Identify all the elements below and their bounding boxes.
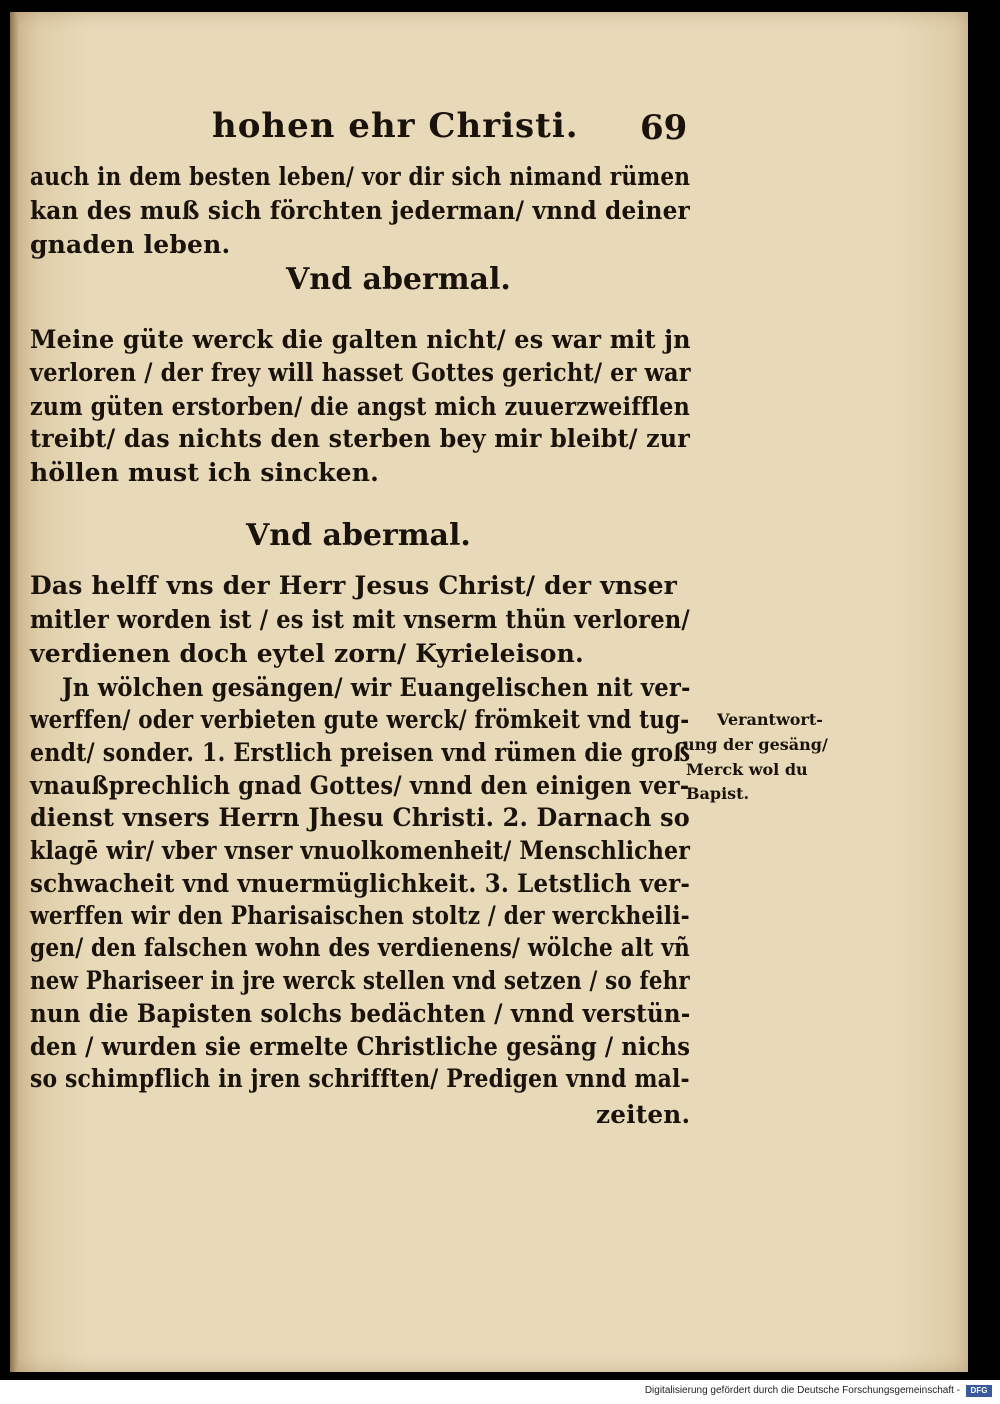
- text-line: gnaden leben.: [30, 230, 231, 259]
- text-line: werffen/ oder verbieten gute werck/ frömkeit vnd tug-: [30, 705, 690, 734]
- page-edge: [10, 12, 18, 1372]
- margin-note-line: Verantwort-: [717, 710, 823, 729]
- text-line: verloren / der frey will hasset Gottes gericht/ er war: [30, 358, 691, 387]
- text-line: den / wurden sie ermelte Christliche gesäng / nichs: [30, 1032, 691, 1061]
- text-line: kan des muß sich förchten jederman/ vnnd deiner: [30, 196, 690, 225]
- footer-credit: Digitalisierung gefördert durch die Deutsche Forschungsgemeinschaft -: [644, 1385, 960, 1396]
- running-head: hohen ehr Christi.: [212, 106, 579, 146]
- section-heading: Vnd abermal.: [286, 262, 511, 297]
- text-line: gen/ den falschen wohn des verdienens/ wölche alt vñ: [30, 933, 690, 962]
- text-line: treibt/ das nichts den sterben bey mir bleibt/ zur: [30, 424, 691, 453]
- text-line: höllen must ich sincken.: [30, 458, 380, 487]
- text-line: auch in dem besten leben/ vor dir sich nimand rümen: [30, 162, 691, 191]
- catchword: zeiten.: [596, 1100, 691, 1129]
- text-line: endt/ sonder. 1. Erstlich preisen vnd rümen die groß: [30, 738, 691, 767]
- dfg-logo: DFG: [966, 1385, 992, 1397]
- text-line: klagē wir/ vber vnser vnuolkomenheit/ Menschlicher: [30, 836, 691, 865]
- text-line: Das helff vns der Herr Jesus Christ/ der vnser: [30, 571, 678, 600]
- text-line: so schimpflich in jren schrifften/ Predigen vnnd mal-: [30, 1064, 690, 1093]
- text-line: Jn wölchen gesängen/ wir Euangelischen nit ver-: [62, 673, 691, 702]
- footer-bar: [0, 1380, 1000, 1404]
- text-line: dienst vnsers Herrn Jhesu Christi. 2. Darnach so: [30, 803, 690, 832]
- margin-note-line: ung der gesäng/: [683, 735, 828, 754]
- margin-note-line: Bapist.: [686, 784, 750, 803]
- text-line: werffen wir den Pharisaischen stoltz / der werckheili-: [30, 901, 690, 930]
- text-line: schwacheit vnd vnuermüglichkeit. 3. Letstlich ver-: [30, 869, 691, 898]
- text-line: nun die Bapisten solchs bedächten / vnnd verstün-: [30, 999, 691, 1028]
- text-line: zum güten erstorben/ die angst mich zuuerzweifflen: [30, 392, 690, 421]
- text-line: Meine güte werck die galten nicht/ es war mit jn: [30, 325, 691, 354]
- text-line: verdienen doch eytel zorn/ Kyrieleison.: [30, 639, 584, 668]
- section-heading: Vnd abermal.: [246, 518, 471, 553]
- text-line: mitler worden ist / es ist mit vnserm thün verloren/: [30, 605, 690, 634]
- page-number: 69: [640, 108, 688, 148]
- text-line: vnaußprechlich gnad Gottes/ vnnd den einigen ver-: [30, 771, 690, 800]
- text-line: new Phariseer in jre werck stellen vnd setzen / so fehr: [30, 966, 690, 995]
- margin-note-line: Merck wol du: [686, 760, 808, 779]
